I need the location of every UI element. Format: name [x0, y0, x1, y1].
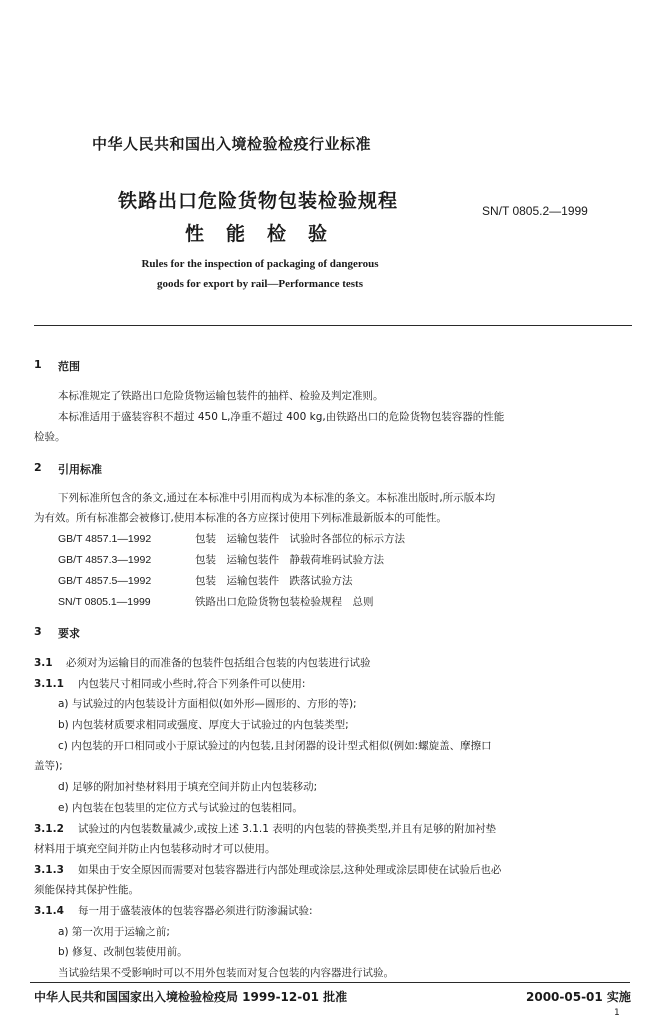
page-number: 1 — [614, 1008, 620, 1018]
document-subtitle: 性能检验 — [185, 223, 350, 245]
standard-code: SN/T 0805.2—1999 — [482, 204, 588, 218]
section-2-number: 2 — [34, 461, 42, 474]
clause-3-1-number: 3.1 — [34, 657, 53, 669]
header-divider — [34, 325, 632, 326]
clause-3-1-4-number: 3.1.4 — [34, 905, 64, 917]
section-1-paragraph-2-line-1: 本标准适用于盛装容积不超过 450 L,净重不超过 400 kg,由铁路出口的危险货物包装容器的性能 — [58, 411, 505, 423]
clause-3-1-4-item-b: b) 修复、改制包装使用前。 — [58, 946, 188, 958]
clause-3-1-text: 必须对为运输目的而准备的包装件包括组合包装的内包装进行试验 — [66, 657, 371, 669]
reference-title: 包装 运输包装件 静载荷堆码试验方法 — [195, 554, 384, 566]
approval-date: 中华人民共和国国家出入境检验检疫局 1999-12-01 批准 — [34, 990, 348, 1004]
implementation-date: 2000-05-01 实施 — [526, 990, 631, 1004]
list-item-c-line-2: 盖等); — [34, 760, 63, 772]
section-2-paragraph-line-2: 为有效。所有标准都会被修订,使用本标准的各方应探讨使用下列标准最新版本的可能性。 — [34, 512, 447, 524]
section-1-paragraph-2-line-2: 检验。 — [34, 431, 66, 443]
reference-title: 包装 运输包装件 试验时各部位的标示方法 — [195, 533, 405, 545]
reference-code: SN/T 0805.1—1999 — [58, 596, 151, 608]
list-item-d: d) 足够的附加衬垫材料用于填充空间并防止内包装移动; — [58, 781, 318, 793]
reference-code: GB/T 4857.1—1992 — [58, 533, 152, 545]
list-item-b: b) 内包装材质要求相同或强度、厚度大于试验过的内包装类型; — [58, 719, 349, 731]
english-title-line-1: Rules for the inspection of packaging of dangerous — [141, 258, 379, 270]
section-3-heading: 要求 — [58, 627, 80, 640]
footer-divider — [30, 982, 630, 983]
clause-3-1-4-note: 当试验结果不受影响时可以不用外包装而对复合包装的内容器进行试验。 — [58, 967, 394, 979]
clause-3-1-2-line-2: 材料用于填充空间并防止内包装移动时才可以使用。 — [34, 843, 276, 855]
clause-3-1-4-text: 每一用于盛装液体的包装容器必须进行防渗漏试验: — [78, 905, 313, 917]
clause-3-1-1-text: 内包装尺寸相同或小些时,符合下列条件可以使用: — [78, 678, 306, 690]
clause-3-1-3-number: 3.1.3 — [34, 864, 64, 876]
section-1-heading: 范围 — [58, 360, 80, 373]
section-2-heading: 引用标准 — [58, 463, 102, 476]
list-item-c-line-1: c) 内包装的开口相同或小于原试验过的内包装,且封闭器的设计型式相似(例如:螺旋盖、摩擦口 — [58, 740, 492, 752]
section-1-number: 1 — [34, 358, 42, 371]
clause-3-1-2-line-1: 试验过的内包装数量减少,或按上述 3.1.1 表明的内包装的替换类型,并且有足够的附加衬垫 — [78, 823, 497, 835]
section-2-paragraph-line-1: 下列标准所包含的条文,通过在本标准中引用而构成为本标准的条文。本标准出版时,所示版本均 — [58, 492, 496, 504]
reference-title: 包装 运输包装件 跌落试验方法 — [195, 575, 353, 587]
section-3-number: 3 — [34, 625, 42, 638]
clause-3-1-3-line-1: 如果由于安全原因而需要对包装容器进行内部处理或涂层,这种处理或涂层即使在试验后也必 — [78, 864, 502, 876]
document-title: 铁路出口危险货物包装检验规程 — [118, 190, 399, 212]
reference-code: GB/T 4857.5—1992 — [58, 575, 152, 587]
standard-category-title: 中华人民共和国出入境检验检疫行业标准 — [92, 135, 372, 153]
list-item-a: a) 与试验过的内包装设计方面相似(如外形—圆形的、方形的等); — [58, 698, 357, 710]
clause-3-1-2-number: 3.1.2 — [34, 823, 64, 835]
list-item-e: e) 内包装在包装里的定位方式与试验过的包装相同。 — [58, 802, 303, 814]
clause-3-1-1-number: 3.1.1 — [34, 678, 64, 690]
section-1-paragraph-1: 本标准规定了铁路出口危险货物运输包装件的抽样、检验及判定准则。 — [58, 390, 384, 402]
english-title-line-2: goods for export by rail—Performance tests — [157, 278, 363, 290]
reference-code: GB/T 4857.3—1992 — [58, 554, 152, 566]
reference-title: 铁路出口危险货物包装检验规程 总则 — [195, 596, 374, 608]
clause-3-1-4-item-a: a) 第一次用于运输之前; — [58, 926, 170, 938]
clause-3-1-3-line-2: 须能保持其保护性能。 — [34, 884, 139, 896]
